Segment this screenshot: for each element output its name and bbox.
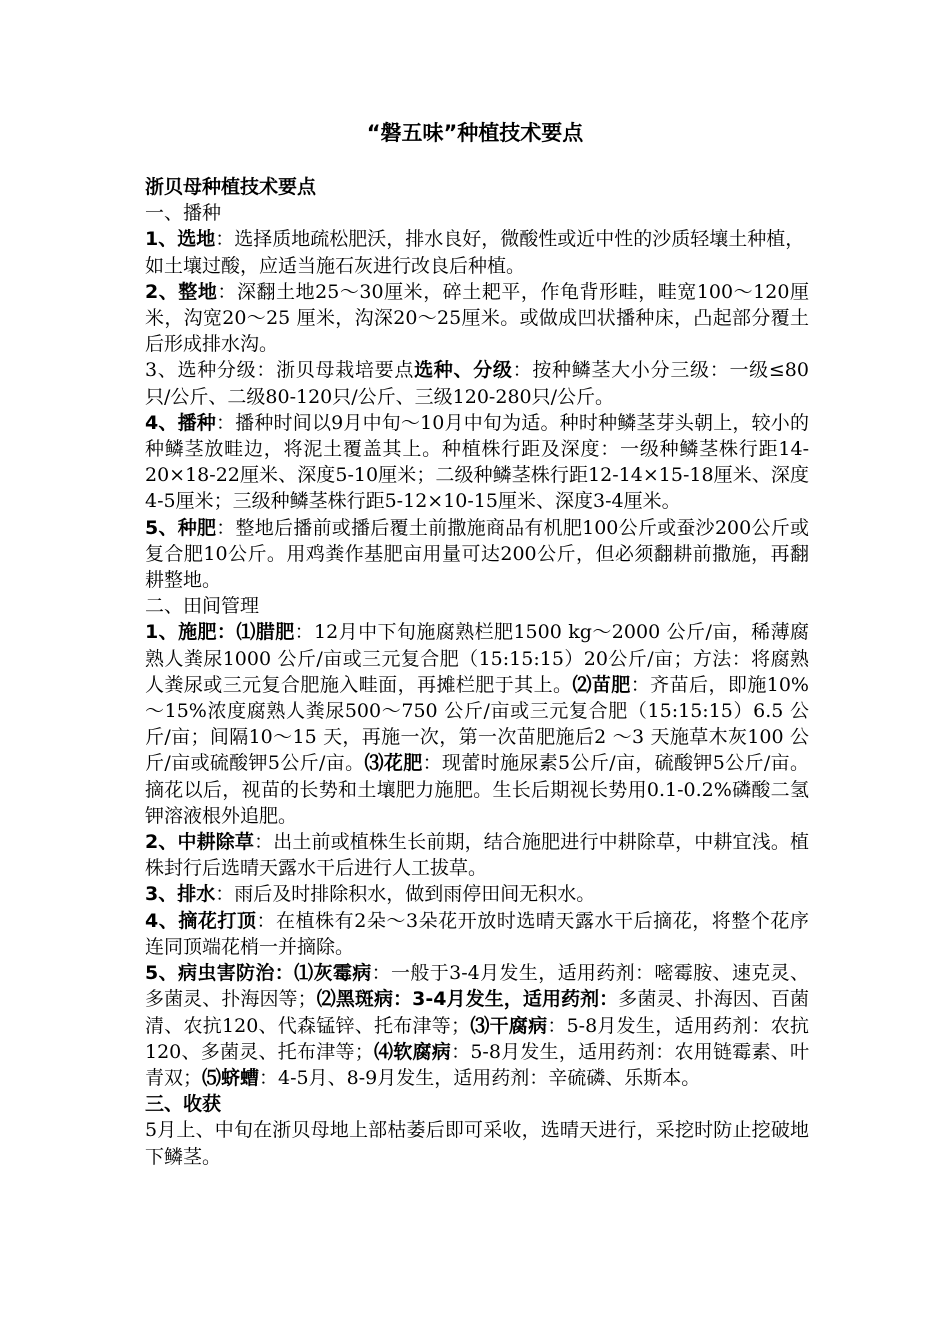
paragraph-harvest: 5月上、中旬在浙贝母地上部枯萎后即可采收，选晴天进行，采挖时防止挖破地下鳞茎。 [145,1119,809,1168]
item-label: ⑶干腐病 [470,1014,548,1037]
item-label: ⑷软腐病 [373,1040,452,1063]
paragraph-seed-grading [145,357,809,409]
item-text: ：选择质地疏松肥沃，排水良好，微酸性或近中性的沙质轻壤土种植， [215,228,805,251]
item-label: ⑵苗肥 [572,673,631,696]
item-label: 3、排水 [145,883,216,906]
document-title: “磐五味”种植技术要点 [366,121,584,145]
item-text: ：齐苗后，即施10%～15%浓度腐熟人粪尿500～750 公斤/亩或三元复合肥（15:15:15）6.5 公斤/亩；间隔10～15 天，再施一次，第一次苗肥施后2 ～3 天施草木灰100 公斤/亩或硫酸钾5公斤/亩。 [145,673,809,775]
item-text: ：出土前或植株生长前期，结合施肥进行中耕除草，中耕宜浅。植株封行后选晴天露水干后进行人工拔草。 [145,831,809,880]
item-text: ：4-5月、8-9月发生，适用药剂：辛硫磷、乐斯本。 [259,1066,701,1089]
item-label: ⑶花肥 [364,752,423,775]
item-label: 1、施肥：⑴腊肥 [145,621,295,644]
document-body [145,174,809,1170]
item-label: ⑵黑斑病：3-4月发生，适用药剂： [316,988,619,1011]
paragraph-pest-control [145,960,809,1091]
item-text: ：在植株有2朵～3朵花开放时选晴天露水干后摘花，将整个花序连同顶端花梢一并摘除。 [145,909,809,958]
item-text: ：5-8月发生，适用药剂：农用链霉素、叶青双； [145,1040,809,1089]
item-label: 4、播种 [145,411,216,434]
item-text: ：整地后播前或播后覆土前撒施商品有机肥100公斤或蚕沙200公斤或复合肥10公斤。用鸡粪作基肥亩用量可达200公斤，但必须翻耕前撒施，再翻耕整地。 [145,516,809,592]
item-label: 2、中耕除草 [145,831,255,854]
item-text: 多菌灵、扑海因、百菌清、农抗120、代森锰锌、托布津等； [145,988,809,1037]
section-heading: 浙贝母种植技术要点 [145,176,317,198]
item-label: 5、种肥 [145,516,217,539]
item-bold: 选种、分级 [414,359,513,382]
item-label: 2、整地 [145,280,218,303]
paragraph-weeding [145,829,809,881]
paragraph-topping [145,908,809,960]
item-text: ：现蕾时施尿素5公斤/亩，硫酸钾5公斤/亩。摘花以后，视苗的长势和土壤肥力施肥。生长后期视长势用0.1-0.2%磷酸二氢钾溶液根外追肥。 [145,752,809,827]
subsection-title-sowing: 一、播种 [145,202,222,225]
paragraph-drainage [145,881,809,907]
subsection-title-field-management: 二、田间管理 [145,595,260,618]
paragraph-site-selection [145,226,809,252]
item-text: ：一般于3-4月发生，适用药剂：嘧霉胺、速克灵、多菌灵、扑海因等； [145,962,809,1011]
item-text: ：12月中下旬施腐熟栏肥1500 kg～2000 公斤/亩，稀薄腐熟人粪尿1000 公斤/亩或三元复合肥（15:15:15）20公斤/亩；方法：将腐熟人粪尿或三元复合肥施入畦面，再摊栏肥于其上。 [145,621,809,696]
item-label: ⑸蛴螬 [202,1066,260,1089]
item-text: ：播种时间以9月中旬～10月中旬为适。种时种鳞茎芽头朝上，较小的种鳞茎放畦边，将泥土覆盖其上。种植株行距及深度：一级种鳞茎株行距14-20×18-22厘米、深度5-10厘米；二级种鳞茎株行距12-14×15-18厘米、深度4-5厘米；三级种鳞茎株行距5-12×10-15厘米、深度3-4厘米。 [145,411,809,513]
subsection-title-harvest: 三、收获 [145,1093,222,1116]
item-text: ：5-8月发生，适用药剂：农抗120、多菌灵、托布津等； [145,1014,809,1063]
paragraph-seed-fertilizer [145,515,809,594]
item-label: 5、病虫害防治：⑴灰霉病 [145,962,372,985]
paragraph-land-prep [145,279,809,358]
paragraph-fertilizing [145,619,809,829]
item-label: 4、摘花打顶 [145,909,257,932]
item-text: ：按种鳞茎大小分三级：一级≤80只/公斤、二级80-120只/公斤、三级120-280只/公斤。 [145,359,809,408]
item-text: ：雨后及时排除积水，做到雨停田间无积水。 [215,883,596,906]
paragraph-soil-acidity: 如土壤过酸，应适当施石灰进行改良后种植。 [145,254,526,277]
item-prefix: 3、选种分级：浙贝母栽培要点 [145,359,415,382]
paragraph-sowing [145,410,809,515]
item-text: ：深翻土地25～30厘米，碎土耙平，作龟背形畦，畦宽100～120厘米，沟宽20～25 厘米，沟深20～25厘米。或做成凹状播种床，凸起部分覆土后形成排水沟。 [145,280,809,356]
item-label: 1、选地 [145,228,216,251]
